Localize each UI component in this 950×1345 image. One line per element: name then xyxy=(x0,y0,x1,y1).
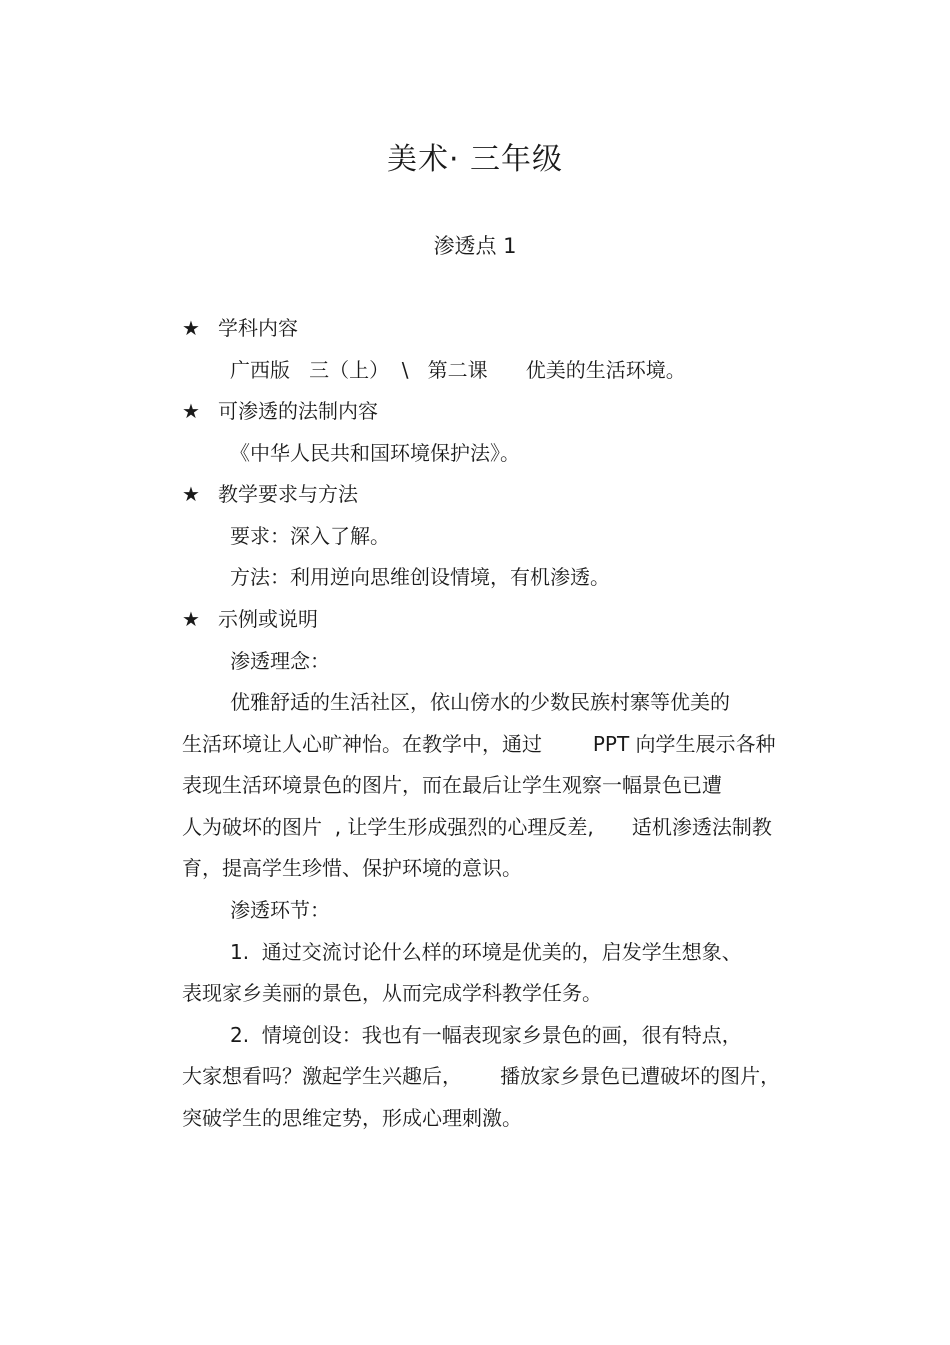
section-heading-text: 示例或说明 xyxy=(218,607,318,631)
section-heading xyxy=(182,395,378,427)
section-heading xyxy=(182,603,318,635)
paragraph-line: 突破学生的思维定势，形成心理刺激。 xyxy=(182,1106,522,1130)
star-icon: ★ xyxy=(182,316,200,340)
section-line: 《中华人民共和国环境保护法》。 xyxy=(230,441,520,465)
paragraph-line: 大家想看吗？激起学生兴趣后， 播放家乡景色已遭破坏的图片， xyxy=(182,1064,781,1088)
paragraph-line: 表现生活环境景色的图片，而在最后让学生观察一幅景色已遭 xyxy=(182,773,722,797)
paragraph-line: 表现家乡美丽的景色，从而完成学科教学任务。 xyxy=(182,981,602,1005)
page-title: 美术· 三年级 xyxy=(386,142,564,177)
paragraph-line: 生活环境让人心旷神怡。在教学中，通过 PPT 向学生展示各种 xyxy=(182,732,776,756)
paragraph-line: 育，提高学生珍惜、保护环境的意识。 xyxy=(182,856,522,880)
paragraph-line: 1. 通过交流讨论什么样的环境是优美的，启发学生想象、 xyxy=(230,940,742,964)
star-icon: ★ xyxy=(182,399,200,423)
star-icon: ★ xyxy=(182,482,200,506)
section-line: 要求：深入了解。 xyxy=(230,524,390,548)
page-subtitle: 渗透点 1 xyxy=(433,234,517,258)
section-heading-text: 学科内容 xyxy=(218,316,298,340)
paragraph-line: 优雅舒适的生活社区，依山傍水的少数民族村寨等优美的 xyxy=(230,690,730,714)
section-heading xyxy=(182,478,358,510)
paragraph-line: 2. 情境创设：我也有一幅表现家乡景色的画，很有特点， xyxy=(230,1023,742,1047)
section-heading-text: 教学要求与方法 xyxy=(218,482,358,506)
section-line: 渗透理念： xyxy=(230,649,330,673)
section-heading-text: 可渗透的法制内容 xyxy=(218,399,378,423)
section-line: 方法：利用逆向思维创设情境，有机渗透。 xyxy=(230,565,610,589)
star-icon: ★ xyxy=(182,607,200,631)
section-line: 广西版 三（上） \ 第二课 优美的生活环境。 xyxy=(230,358,686,382)
section-heading xyxy=(182,312,298,344)
paragraph-label: 渗透环节： xyxy=(230,898,330,922)
paragraph-line: 人为破坏的图片 , 让学生形成强烈的心理反差, 适机渗透法制教 xyxy=(182,815,772,839)
